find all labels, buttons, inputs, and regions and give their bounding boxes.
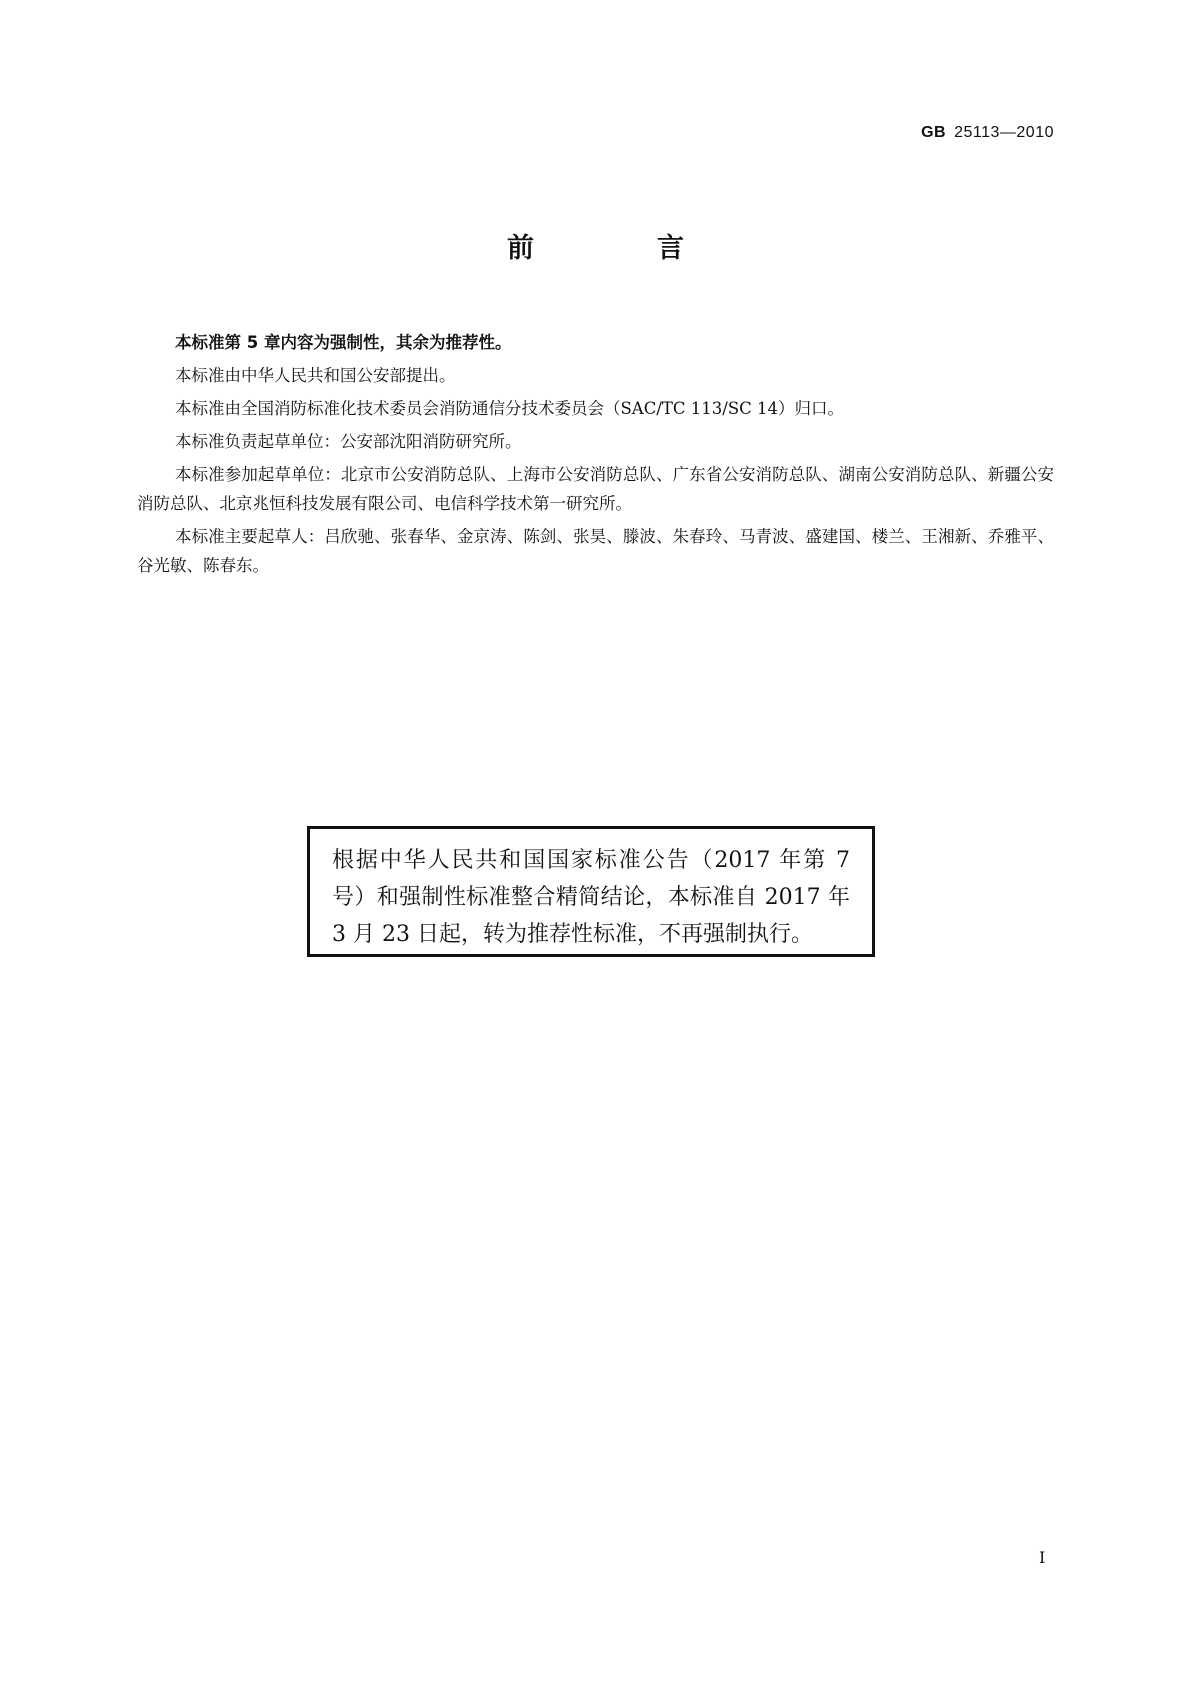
mandatory-statement: 本标准第 5 章内容为强制性，其余为推荐性。 <box>175 333 512 352</box>
standard-code <box>921 124 1054 142</box>
proposer-paragraph: 本标准由中华人民共和国公安部提出。 <box>175 366 456 385</box>
lead-drafter-paragraph: 本标准负责起草单位：公安部沈阳消防研究所。 <box>175 432 522 451</box>
foreword-body <box>137 328 1054 584</box>
standard-prefix: GB <box>921 124 947 141</box>
page-number: I <box>1039 1548 1046 1567</box>
main-drafters-paragraph: 本标准主要起草人：吕欣驰、张春华、金京涛、陈剑、张昊、滕波、朱春玲、马青波、盛建国、楼兰、王湘新、乔雅平、谷光敏、陈春东。 <box>137 527 1054 575</box>
notice-box: 根据中华人民共和国国家标准公告（2017 年第 7 号）和强制性标准整合精简结论，本标准自 2017 年 3 月 23 日起，转为推荐性标准，不再强制执行。 <box>307 826 875 957</box>
page-title: 前 言 <box>507 233 732 264</box>
participating-drafters-paragraph: 本标准参加起草单位：北京市公安消防总队、上海市公安消防总队、广东省公安消防总队、湖南公安消防总队、新疆公安消防总队、北京兆恒科技发展有限公司、电信科学技术第一研究所。 <box>137 465 1054 513</box>
committee-paragraph: 本标准由全国消防标准化技术委员会消防通信分技术委员会（SAC/TC 113/SC 14）归口。 <box>175 399 844 418</box>
standard-number: 25113—2010 <box>954 124 1054 141</box>
